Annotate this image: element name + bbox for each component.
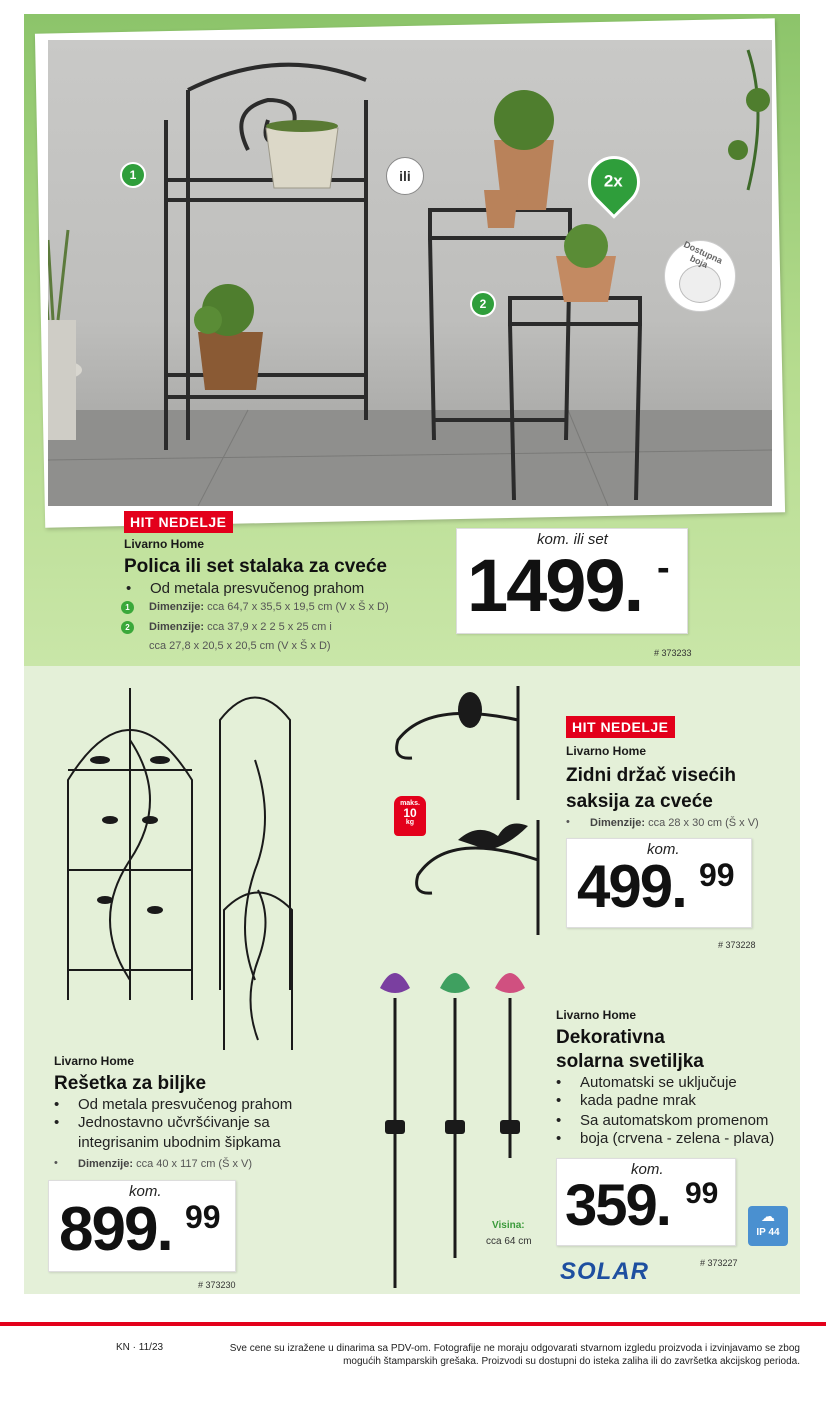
- footer-disclaimer-line1: Sve cene su izražene u dinarima sa PDV-om. Fotografije ne moraju odgovarati stvarnom izgledu proizvoda i izvinjavamo se zbog: [229, 1343, 800, 1354]
- dim-2-line2: cca 27,8 x 20,5 x 20,5 cm (V x Š x D): [149, 640, 331, 652]
- dim-product-2: [590, 816, 759, 830]
- price-label-3: kom.: [129, 1183, 162, 1200]
- price-label-1: kom. ili set: [537, 531, 608, 548]
- solar-logo: SOLAR: [560, 1258, 649, 1285]
- product3-bullet-1: • Od metala presvučenog prahom: [78, 1096, 292, 1114]
- product2-dim-bullet: •: [566, 816, 570, 828]
- price-suffix-1: -: [657, 547, 670, 589]
- product-marker-2: 2: [470, 291, 496, 317]
- sku-4: # 373227: [700, 1258, 738, 1268]
- brand-4: Livarno Home: [556, 1008, 637, 1022]
- product-title-3: Rešetka za biljke: [54, 1073, 207, 1094]
- hit-badge-1: HIT NEDELJE: [124, 511, 233, 533]
- or-badge: ili: [386, 157, 424, 195]
- price-4: 359.: [565, 1173, 670, 1238]
- brand-2: Livarno Home: [566, 744, 647, 758]
- dim-label-2: Dimenzije:: [590, 817, 646, 829]
- dim1-value: cca 64,7 x 35,5 x 19,5 cm (V x Š x D): [207, 601, 389, 613]
- hit-badge-2: HIT NEDELJE: [566, 716, 675, 738]
- ip44-badge: [748, 1206, 788, 1246]
- price-2: 499.: [577, 853, 686, 920]
- price-label-4: kom.: [631, 1161, 664, 1178]
- product3-bullet-2-cont: integrisanim ubodnim šipkama: [78, 1134, 281, 1151]
- dim-product-3: [78, 1157, 252, 1171]
- product-marker-1: 1: [120, 162, 146, 188]
- product3-bullet-2: • Jednostavno učvršćivanje sa: [78, 1114, 270, 1132]
- dim-1: [149, 600, 389, 614]
- product4-bullet-1-cont: • kada padne mrak: [580, 1092, 696, 1110]
- product-title-4-line2: solarna svetiljka: [556, 1051, 704, 1072]
- product-title-2-line1: Zidni držač visećih: [566, 765, 736, 786]
- product4-bullet-2: • Sa automatskom promenom: [580, 1112, 768, 1130]
- footer-divider: [0, 1322, 826, 1326]
- footer-disclaimer: [196, 1342, 800, 1368]
- product-title-1: Polica ili set stalaka za cveće: [124, 556, 388, 577]
- price-cents-2: 99: [699, 857, 735, 893]
- dim-value-2: cca 28 x 30 cm (Š x V): [648, 817, 759, 829]
- product4-bullet-1: • Automatski se uključuje: [580, 1074, 737, 1092]
- rain-icon: ☁: [761, 1208, 775, 1224]
- product-title-4-line1: Dekorativna: [556, 1027, 665, 1048]
- dim2-value: cca 37,9 x 2 2 5 x 25 cm i: [207, 621, 332, 633]
- dim2-label: Dimenzije:: [149, 621, 205, 633]
- product3-dim-bullet: •: [54, 1157, 58, 1169]
- brand-1: Livarno Home: [124, 537, 205, 551]
- dim-label-3: Dimenzije:: [78, 1158, 134, 1170]
- max-weight-badge: [394, 796, 426, 836]
- price-1: 1499.: [467, 544, 643, 627]
- color-available-label: Dostupna boja: [682, 239, 725, 270]
- price-3: 899.: [59, 1195, 172, 1264]
- price-box-4: [556, 1158, 736, 1246]
- sku-1: # 373233: [654, 648, 692, 658]
- price-label-2: kom.: [647, 841, 680, 858]
- price-cents-4: 99: [685, 1177, 719, 1210]
- ip44-label: IP 44: [756, 1227, 780, 1238]
- catalog-code: KN · 11/23: [116, 1342, 164, 1353]
- height-label: Visina:: [492, 1220, 525, 1231]
- trellis-image-small: [218, 880, 298, 1050]
- price-box-2: [566, 838, 752, 928]
- footer-disclaimer-line2: mogućih štamparskih grešaka. Proizvodi su dostupni do isteka zaliha ili do završetka akcijskog perioda.: [343, 1356, 800, 1367]
- dim-num-2: 2: [121, 621, 134, 634]
- product1-bullet: • Od metala presvučenog prahom: [150, 580, 364, 598]
- product-title-2-line2: saksija za cveće: [566, 791, 713, 812]
- dim-2: [149, 620, 332, 634]
- color-available-badge: [664, 240, 736, 312]
- sku-3: # 373230: [198, 1280, 236, 1290]
- price-cents-3: 99: [185, 1199, 221, 1235]
- max-weight-line3: kg: [405, 819, 415, 826]
- brand-3: Livarno Home: [54, 1054, 135, 1068]
- max-weight-line1: maks.: [400, 800, 420, 807]
- qty-badge-text: 2x: [603, 171, 623, 191]
- price-box-1: [456, 528, 688, 634]
- price-box-3: [48, 1180, 236, 1272]
- dim-num-1: 1: [121, 601, 134, 614]
- max-weight-line2: 10: [403, 806, 417, 820]
- sku-2: # 373228: [718, 940, 756, 950]
- dim-value-3: cca 40 x 117 cm (Š x V): [136, 1158, 253, 1170]
- dim1-label: Dimenzije:: [149, 601, 205, 613]
- height-value: cca 64 cm: [486, 1236, 532, 1247]
- product4-bullet-2-cont: • boja (crvena - zelena - plava): [580, 1130, 774, 1148]
